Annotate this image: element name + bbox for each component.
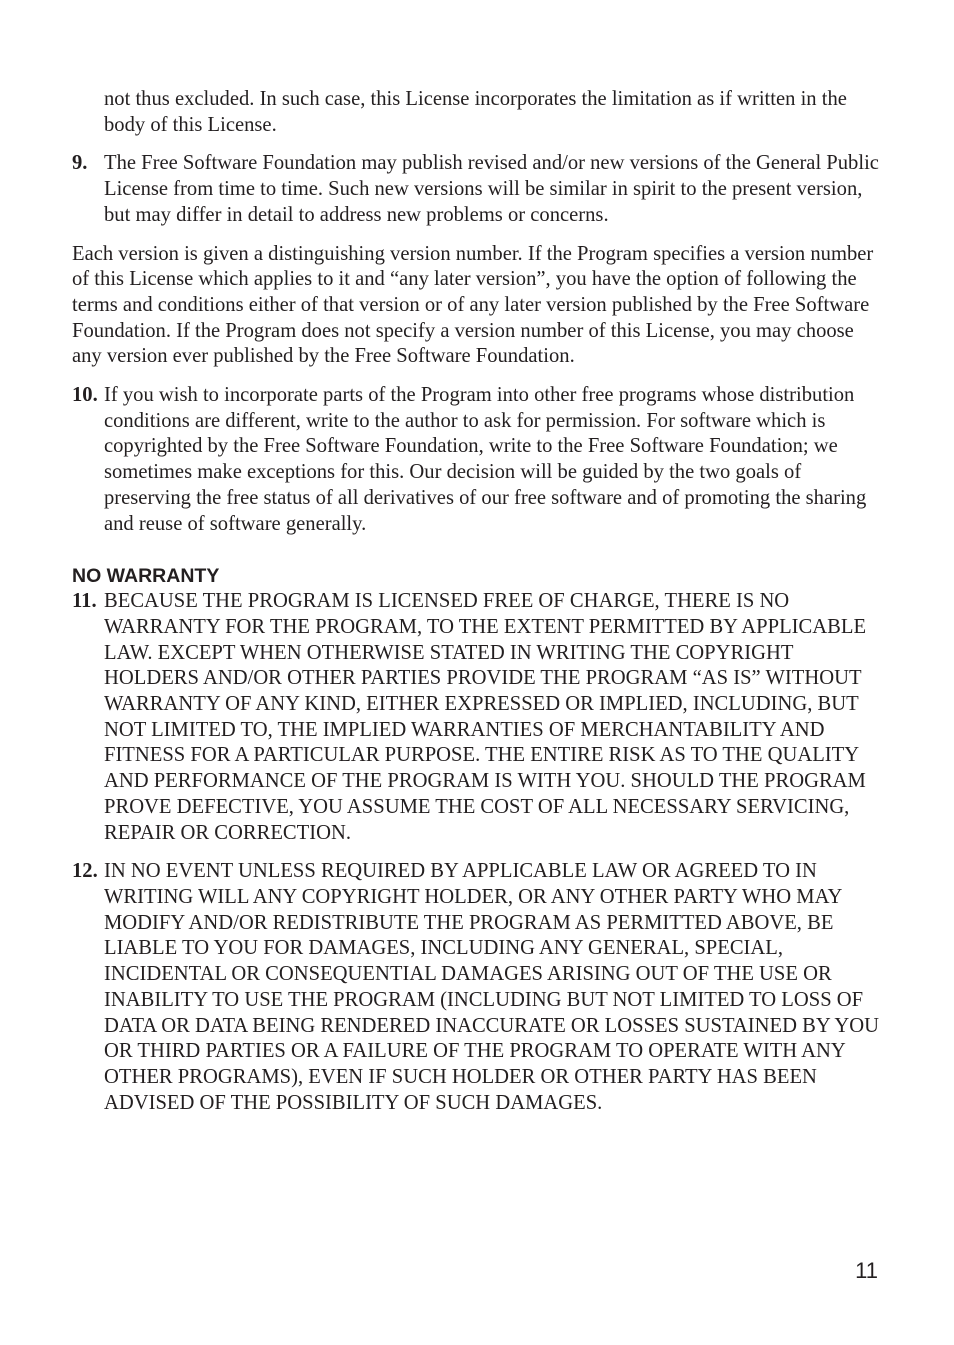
- clause-number: 12.: [72, 860, 98, 883]
- clause-number: 10.: [72, 384, 98, 407]
- clause-text: The Free Software Foundation may publish revised and/or new versions of the General Public License from time to time. Such new versions will be similar in spirit to the present version, but may differ in detail to address new problems or concerns.: [104, 152, 879, 226]
- clause-9: [72, 151, 884, 228]
- clause-12: [72, 859, 884, 1116]
- clause-10: [72, 383, 884, 537]
- clause-number: 11.: [72, 590, 97, 613]
- document-page: [72, 87, 884, 1129]
- page-number: 11: [855, 1258, 878, 1283]
- clause-11: [72, 589, 884, 846]
- clause-text: BECAUSE THE PROGRAM IS LICENSED FREE OF CHARGE, THERE IS NO WARRANTY FOR THE PROGRAM, TO THE EXTENT PERMITTED BY APPLICABLE LAW. EXCEPT WHEN OTHERWISE STATED IN WRITING THE COPYRIGHT HOLDERS AND/OR OTHER PARTIES PROVIDE THE PROGRAM “AS IS” WITHOUT WARRANTY OF ANY KIND, EITHER EXPRESSED OR IMPLIED, INCLUDING, BUT NOT LIMITED TO, THE IMPLIED WARRANTIES OF MERCHANTABILITY AND FITNESS FOR A PARTICULAR PURPOSE. THE ENTIRE RISK AS TO THE QUALITY AND PERFORMANCE OF THE PROGRAM IS WITH YOU. SHOULD THE PROGRAM PROVE DEFECTIVE, YOU ASSUME THE COST OF ALL NECESSARY SERVICING, REPAIR OR CORRECTION.: [104, 590, 867, 844]
- continuation-paragraph: not thus excluded. In such case, this License incorporates the limitation as if written in the body of this License.: [104, 88, 847, 136]
- clause-text: If you wish to incorporate parts of the Program into other free programs whose distribution conditions are different, write to the author to ask for permission. For software which is copyrighted by the Free Software Foundation, write to the Free Software Foundation; we sometimes make exceptions for this. Our decision will be guided by the two goals of preserving the free status of all derivatives of our free software and of promoting the sharing and reuse of software generally.: [104, 384, 867, 535]
- version-paragraph: Each version is given a distinguishing version number. If the Program specifies a version number of this License which applies to it and “any later version”, you have the option of following the terms and conditions either of that version or of any later version published by the Free Software Foundation. If the Program does not specify a version number of this License, you may choose any version ever published by the Free Software Foundation.: [72, 242, 874, 368]
- clause-text: IN NO EVENT UNLESS REQUIRED BY APPLICABLE LAW OR AGREED TO IN WRITING WILL ANY COPYRIGHT HOLDER, OR ANY OTHER PARTY WHO MAY MODIFY AND/OR REDISTRIBUTE THE PROGRAM AS PERMITTED ABOVE, BE LIABLE TO YOU FOR DAMAGES, INCLUDING ANY GENERAL, SPECIAL, INCIDENTAL OR CONSEQUENTIAL DAMAGES ARISING OUT OF THE USE OR INABILITY TO USE THE PROGRAM (INCLUDING BUT NOT LIMITED TO LOSS OF DATA OR DATA BEING RENDERED INACCURATE OR LOSSES SUSTAINED BY YOU OR THIRD PARTIES OR A FAILURE OF THE PROGRAM TO OPERATE WITH ANY OTHER PROGRAMS), EVEN IF SUCH HOLDER OR OTHER PARTY HAS BEEN ADVISED OF THE POSSIBILITY OF SUCH DAMAGES.: [104, 860, 879, 1114]
- section-heading-no-warranty: NO WARRANTY: [72, 565, 220, 588]
- clause-number: 9.: [72, 152, 88, 175]
